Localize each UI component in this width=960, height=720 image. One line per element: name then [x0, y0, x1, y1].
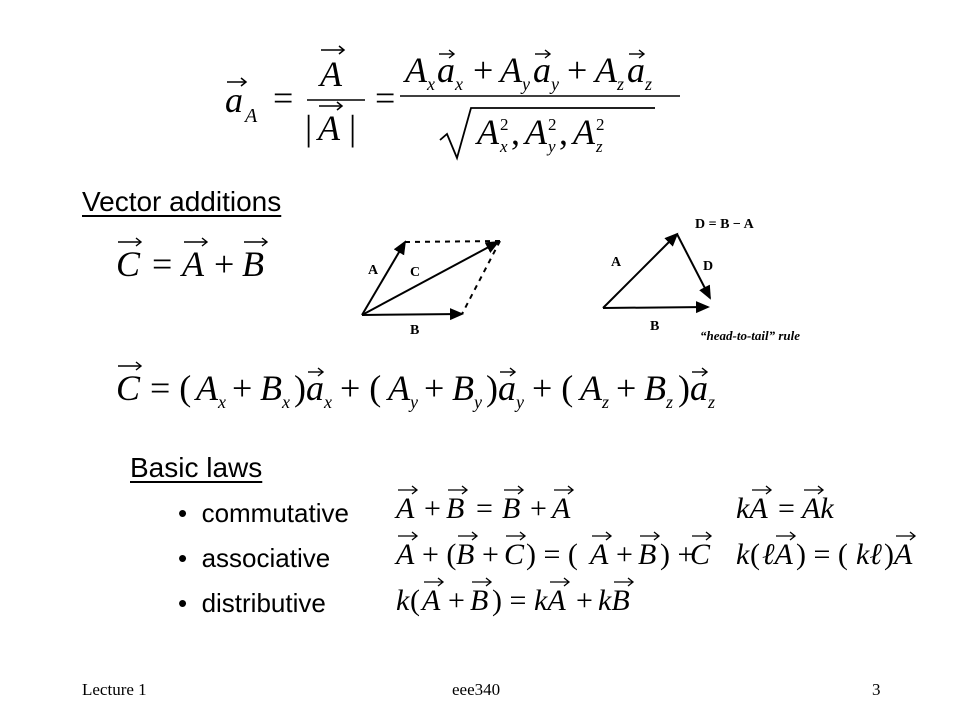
svg-text:2: 2 — [548, 115, 557, 134]
svg-text:C: C — [690, 538, 711, 571]
svg-text:C: C — [116, 368, 141, 408]
svg-text:A: A — [320, 54, 342, 94]
svg-text:a: a — [533, 50, 551, 90]
sketch-label-a: A — [611, 255, 622, 270]
svg-text:B: B — [502, 492, 521, 525]
svg-text:y: y — [522, 74, 530, 94]
bullet: • — [178, 498, 188, 528]
svg-text:A: A — [595, 50, 617, 90]
svg-text:B: B — [260, 368, 282, 408]
svg-text:y: y — [548, 137, 556, 156]
svg-text:x: x — [324, 392, 332, 412]
svg-text:kB: kB — [598, 584, 630, 617]
svg-text:) = (: ) = ( — [796, 538, 848, 571]
svg-text:): ) — [486, 368, 498, 408]
svg-text:): ) — [678, 368, 690, 408]
svg-text:A: A — [405, 50, 427, 90]
component-equation — [112, 356, 772, 416]
svg-text:+: + — [530, 492, 547, 525]
svg-text:) =: ) = — [492, 584, 527, 617]
svg-text:,: , — [511, 112, 520, 152]
svg-text:z: z — [666, 392, 674, 412]
svg-text:=: = — [375, 78, 396, 118]
distributive-equation — [396, 578, 633, 617]
svg-text:A: A — [894, 538, 913, 571]
svg-text:+: + — [616, 368, 637, 408]
svg-text:z: z — [645, 74, 653, 94]
svg-text:+ (: + ( — [340, 368, 382, 408]
law-label: associative — [201, 543, 331, 573]
svg-text:+: + — [214, 244, 235, 284]
basic-laws-heading: Basic laws — [130, 452, 263, 483]
svg-text:A: A — [573, 112, 595, 152]
difference-equation: D = B − A — [695, 217, 754, 232]
svg-text:A: A — [552, 492, 571, 525]
svg-text:A: A — [396, 538, 415, 571]
svg-text:): ) — [884, 538, 894, 571]
svg-text:y: y — [410, 392, 418, 412]
svg-text:A: A — [182, 244, 204, 284]
svg-text:x: x — [500, 137, 508, 156]
svg-text:+ (: + ( — [422, 538, 457, 571]
svg-text:C: C — [116, 244, 141, 284]
svg-text:A: A — [196, 368, 218, 408]
vector-b-arrow — [362, 314, 462, 315]
addition-equation — [112, 226, 282, 286]
svg-text:A: A — [245, 105, 258, 127]
svg-text:+: + — [567, 50, 588, 90]
svg-text:A: A — [422, 584, 441, 617]
unit-vector-equation — [215, 30, 695, 170]
svg-text:C: C — [504, 538, 525, 571]
svg-text:A: A — [525, 112, 547, 152]
law-commutative — [178, 498, 349, 529]
svg-text:,: , — [559, 112, 568, 152]
svg-text:+ (: + ( — [532, 368, 574, 408]
svg-text:y: y — [516, 392, 524, 412]
svg-text:kℓ: kℓ — [856, 538, 882, 571]
svg-text:k: k — [396, 584, 410, 617]
bullet: • — [178, 543, 188, 573]
vector-additions-heading: Vector additions — [82, 186, 282, 217]
svg-text:+: + — [482, 538, 499, 571]
page-number: 3 — [872, 680, 881, 699]
svg-text:a: a — [498, 368, 516, 408]
svg-text:+: + — [424, 368, 445, 408]
svg-text:= (: = ( — [150, 368, 192, 408]
svg-text:B: B — [452, 368, 474, 408]
svg-text:x: x — [218, 392, 226, 412]
svg-text:kA: kA — [736, 492, 768, 525]
footer-course: eee340 — [452, 680, 501, 699]
svg-text:+: + — [448, 584, 465, 617]
svg-text:=: = — [273, 78, 294, 118]
law-equations — [390, 478, 920, 628]
svg-text:x: x — [282, 392, 290, 412]
svg-text:Ak: Ak — [802, 492, 834, 525]
svg-text:z: z — [602, 392, 610, 412]
parallelogram-sketch — [350, 230, 520, 340]
svg-text:a: a — [437, 50, 455, 90]
law-label: distributive — [201, 588, 326, 618]
svg-text:=: = — [476, 492, 493, 525]
svg-text:a: a — [690, 368, 708, 408]
svg-text:B: B — [470, 584, 489, 617]
law-label: commutative — [201, 498, 349, 528]
svg-text:+: + — [616, 538, 633, 571]
svg-text:k: k — [736, 538, 750, 571]
sketch-label-a: A — [368, 263, 379, 278]
sketch-label-b: B — [410, 323, 420, 338]
svg-text:) = (: ) = ( — [526, 538, 578, 571]
head-to-tail-note: “head-to-tail” rule — [700, 328, 801, 343]
vector-b-arrow — [603, 307, 708, 308]
vector-a-arrow — [603, 234, 677, 308]
svg-text:B: B — [644, 368, 666, 408]
associative-equation — [394, 532, 915, 571]
svg-text:+: + — [424, 492, 441, 525]
svg-text:(: ( — [410, 584, 420, 617]
commutative-equation — [394, 486, 834, 525]
svg-text:y: y — [474, 392, 482, 412]
svg-text:A: A — [590, 538, 609, 571]
svg-text:kA: kA — [534, 584, 566, 617]
svg-text:2: 2 — [500, 115, 509, 134]
svg-text:A: A — [318, 108, 340, 148]
svg-text:a: a — [225, 80, 243, 120]
svg-text:+: + — [473, 50, 494, 90]
svg-text:|: | — [305, 108, 313, 148]
svg-text:a: a — [627, 50, 645, 90]
footer-lecture: Lecture 1 — [82, 680, 147, 699]
svg-text:z: z — [617, 74, 625, 94]
sketch-label-b: B — [650, 319, 660, 334]
svg-text:A: A — [500, 50, 522, 90]
svg-text:(: ( — [750, 538, 760, 571]
svg-text:2: 2 — [596, 115, 605, 134]
svg-text:y: y — [551, 74, 559, 94]
svg-text:z: z — [596, 137, 603, 156]
sketch-label-c: C — [410, 265, 421, 280]
svg-text:ℓA: ℓA — [762, 538, 793, 571]
svg-text:B: B — [456, 538, 475, 571]
svg-text:) +: ) + — [660, 538, 695, 571]
svg-text:=: = — [778, 492, 795, 525]
svg-text:B: B — [446, 492, 465, 525]
svg-text:=: = — [152, 244, 173, 284]
svg-text:z: z — [708, 392, 716, 412]
svg-text:A: A — [477, 112, 499, 152]
svg-text:): ) — [294, 368, 306, 408]
law-distributive — [178, 588, 326, 619]
svg-text:B: B — [242, 244, 264, 284]
svg-text:+: + — [576, 584, 593, 617]
svg-text:A: A — [580, 368, 602, 408]
svg-text:+: + — [232, 368, 253, 408]
svg-text:|: | — [349, 108, 357, 148]
svg-text:A: A — [388, 368, 410, 408]
svg-text:A: A — [396, 492, 415, 525]
svg-text:x: x — [427, 74, 435, 94]
sketch-label-d: D — [703, 259, 714, 274]
svg-text:x: x — [455, 74, 463, 94]
bullet: • — [178, 588, 188, 618]
svg-text:B: B — [638, 538, 657, 571]
law-associative — [178, 543, 330, 574]
svg-text:a: a — [306, 368, 324, 408]
head-to-tail-sketch — [595, 200, 860, 350]
